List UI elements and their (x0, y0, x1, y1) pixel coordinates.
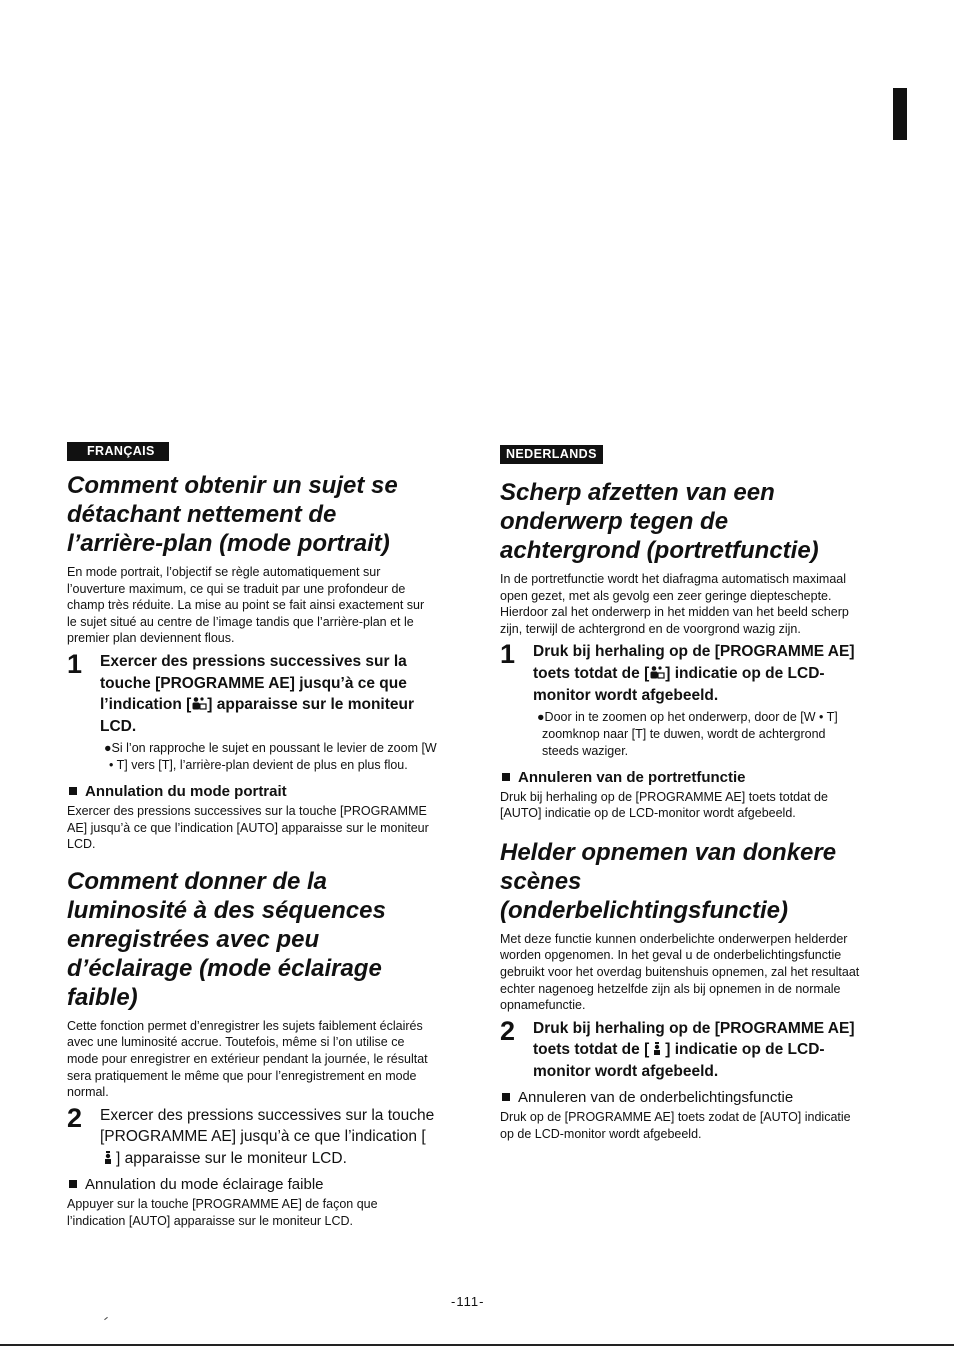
section-title-portretfunctie: Scherp afzetten van een onderwerp tegen de achtergrond (portretfunctie) (500, 479, 819, 564)
step-instruction (533, 1018, 862, 1083)
step-text-b: ] apparaisse sur le moniteur LCD. (116, 1149, 347, 1167)
language-tag: NEDERLANDS (500, 445, 603, 464)
cancel-body: Druk bij herhaling op de [PROGRAMME AE] toets totdat de [AUTO] indicatie op de LCD-monitor wordt afgebeeld. (500, 789, 828, 821)
cancel-heading (67, 1175, 437, 1194)
cancel-title: Annuleren van de portretfunctie (518, 768, 746, 786)
step-text-b: ] indicatie op de LCD-monitor wordt afgebeeld. (533, 664, 825, 704)
cancel-heading (500, 768, 862, 787)
step-instruction (100, 1105, 437, 1170)
scan-mark (104, 1317, 108, 1320)
low-light-mode-icon (649, 1041, 665, 1056)
square-bullet-icon (502, 773, 510, 781)
column-francais (67, 442, 437, 1234)
square-bullet-icon (502, 1093, 510, 1101)
step-instruction (100, 651, 437, 737)
section-body: Cette fonction permet d’enregistrer les sujets faiblement éclairés avec une luminosité accrue. Toutefois, même si l’on utilise ce mode pour enregistrer en extérieur pendant la journée, le résultat sera pratiquement le même que pour l’enregistrement en mode normal. (67, 1018, 428, 1100)
cancel-body: Exercer des pressions successives sur la touche [PROGRAMME AE] jusqu’à ce que l’indication [AUTO] apparaisse sur le moniteur LCD. (67, 803, 429, 852)
section-title-low-light: Comment donner de la luminosité à des séquences enregistrées avec peu d’éclairage (mode éclairage faible) (67, 867, 386, 1011)
language-tag: FRANÇAIS (67, 442, 169, 461)
section-title-portrait: Comment obtenir un sujet se détachant nettement de l’arrière-plan (mode portrait) (67, 472, 398, 557)
step-note: ●Door in te zoomen op het onderwerp, door de [W • T] zoomknop naar [T] te duwen, wordt de achtergrond steeds waziger. (537, 710, 838, 758)
section-title-onderbelichting: Helder opnemen van donkere scènes (onderbelichtingsfunctie) (500, 838, 837, 924)
edge-tab-marker (893, 88, 907, 140)
step-1 (500, 641, 862, 706)
step-note: ●Si l’on rapproche le sujet en poussant le levier de zoom [W • T] vers [T], l’arrière-plan devient de plus en plus flou. (104, 741, 437, 773)
step-text-a: Exercer des pressions successives sur la touche [PROGRAMME AE] jusqu’à ce que l’indication [ (100, 1106, 435, 1146)
step-1 (67, 648, 437, 737)
cancel-body: Druk op de [PROGRAMME AE] toets zodat de [AUTO] indicatie op de LCD-monitor wordt afgebeeld. (500, 1110, 851, 1142)
bottom-rule (0, 1344, 954, 1346)
cancel-heading (500, 1088, 862, 1107)
step-2 (500, 1015, 862, 1083)
column-nederlands (500, 445, 862, 1147)
cancel-title: Annulation du mode portrait (85, 782, 287, 800)
step-number: 1 (500, 639, 516, 670)
section-body: In de portretfunctie wordt het diafragma automatisch maximaal open gezet, met als gevolg een zeer geringe diepteschepte. Hierdoor zal het onderwerp in het midden van het beeld scherp zijn, terwijl de achtergrond en de voorgrond wazig zijn. (500, 572, 849, 636)
step-instruction (533, 641, 862, 706)
section-body: En mode portrait, l’objectif se règle automatiquement sur l’ouverture maximum, ce qui se traduit par une profondeur de champ très réduite. La mise au point se fait ainsi exactement sur le sujet situé au centre de l’image tandis que l’arrière-plan et le premier plan deviennent flous. (67, 565, 425, 646)
step-text-a: Druk bij herhaling op de [PROGRAMME AE] toets totdat de [ (533, 1019, 855, 1059)
step-text-a: Druk bij herhaling op de [PROGRAMME AE] toets totdat de [ (533, 643, 855, 682)
portrait-mode-icon (649, 665, 665, 680)
step-number: 2 (500, 1015, 516, 1046)
step-text-a: Exercer des pressions successives sur la touche [PROGRAMME AE] jusqu’à ce que l’indication [ (100, 652, 407, 714)
square-bullet-icon (69, 1180, 77, 1188)
cancel-title: Annuleren van de onderbelichtingsfunctie (518, 1089, 794, 1107)
low-light-mode-icon (100, 1150, 116, 1165)
step-number: 1 (67, 648, 83, 679)
step-number: 2 (67, 1102, 83, 1133)
page-number: -111- (451, 1294, 485, 1309)
section-body: Met deze functie kunnen onderbelichte onderwerpen helderder worden opgenomen. In het geval u de onderbelichtingsfunctie gebruikt voor het overdag buitenshuis opnemen, zal het resultaat echter nagenoeg hetzelfde zijn als bij opnemen in de normale opnamefunctie. (500, 931, 860, 1013)
step-2 (67, 1102, 437, 1170)
square-bullet-icon (69, 787, 77, 795)
cancel-heading (67, 782, 437, 801)
cancel-title: Annulation du mode éclairage faible (85, 1176, 324, 1194)
cancel-body: Appuyer sur la touche [PROGRAMME AE] de façon que l’indication [AUTO] apparaisse sur le moniteur LCD. (67, 1197, 378, 1229)
step-text-b: ] apparaisse sur le moniteur LCD. (100, 696, 415, 735)
portrait-mode-icon (191, 696, 207, 711)
step-text-b: ] indicatie op de LCD-monitor wordt afgebeeld. (533, 1041, 825, 1080)
